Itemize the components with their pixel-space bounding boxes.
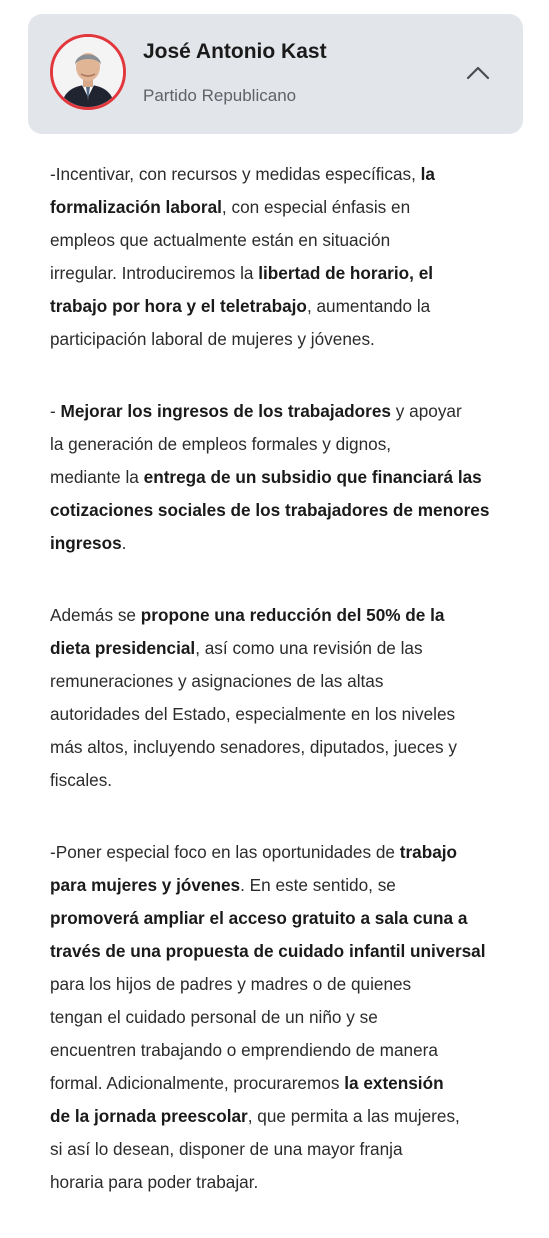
- candidate-party: Partido Republicano: [143, 86, 297, 105]
- bold-text: de la jornada preescolar: [50, 1106, 248, 1126]
- bold-text: trabajo por hora y el teletrabajo: [50, 296, 307, 316]
- candidate-name: José Antonio Kast: [143, 40, 327, 63]
- text-line: [50, 428, 520, 461]
- text-line: [50, 698, 520, 731]
- text-line: [50, 665, 520, 698]
- text: más altos, incluyendo senadores, diputados, jueces y: [50, 737, 458, 757]
- text-line: [50, 902, 520, 935]
- text-line: [50, 1034, 520, 1067]
- text-line: [50, 1001, 520, 1034]
- text-line: [50, 527, 520, 560]
- candidate-photo: [53, 37, 123, 107]
- text-line: [50, 599, 520, 632]
- text: -Incentivar, con recursos y medidas específicas,: [50, 164, 421, 184]
- text-line: [50, 764, 520, 797]
- bold-text: propone una reducción del 50% de la: [140, 605, 445, 625]
- text-line: [50, 257, 520, 290]
- text: y apoyar: [391, 401, 462, 421]
- bold-text: la extensión: [344, 1073, 444, 1093]
- text-line: [50, 323, 520, 356]
- bold-text: trabajo: [399, 842, 458, 862]
- text-line: [50, 968, 520, 1001]
- text: irregular. Introduciremos la: [50, 263, 259, 283]
- text-line: [50, 731, 520, 764]
- bold-text: promoverá ampliar el acceso gratuito a sala cuna a: [50, 908, 468, 928]
- proposal-paragraph: [50, 599, 520, 797]
- text: mediante la: [50, 467, 144, 487]
- text-line: [50, 935, 520, 968]
- text: , así como una revisión de las: [195, 638, 423, 658]
- text: encuentren trabajando o emprendiendo de manera: [50, 1040, 438, 1060]
- text: horaria para poder trabajar.: [50, 1172, 259, 1192]
- avatar: [50, 34, 126, 110]
- text-line: [50, 191, 520, 224]
- text: si así lo desean, disponer de una mayor franja: [50, 1139, 403, 1159]
- bold-text: ingresos: [50, 533, 122, 553]
- bold-text: Mejorar los ingresos de los trabajadores: [60, 401, 391, 421]
- text: , aumentando la: [306, 296, 431, 316]
- text: . En este sentido, se: [240, 875, 396, 895]
- text-line: [50, 869, 520, 902]
- text-line: [50, 1166, 520, 1199]
- proposal-paragraph: [50, 395, 520, 560]
- text: participación laboral de mujeres y jóvenes.: [50, 329, 375, 349]
- bold-text: dieta presidencial: [50, 638, 196, 658]
- text: remuneraciones y asignaciones de las altas: [50, 671, 384, 691]
- chevron-up-icon[interactable]: [465, 64, 491, 82]
- text: -Poner especial foco en las oportunidades de: [50, 842, 400, 862]
- text-line: [50, 395, 520, 428]
- text: formal. Adicionalmente, procuraremos: [50, 1073, 345, 1093]
- text-line: [50, 1100, 520, 1133]
- text-line: [50, 1067, 520, 1100]
- proposal-text: [50, 158, 520, 1238]
- text-line: [50, 632, 520, 665]
- bold-text: cotizaciones sociales de los trabajadores de menores: [50, 500, 490, 520]
- text-line: [50, 224, 520, 257]
- text: Además se: [50, 605, 141, 625]
- text: la generación de empleos formales y dignos,: [50, 434, 392, 454]
- bold-text: formalización laboral: [50, 197, 222, 217]
- text: -: [50, 401, 61, 421]
- bold-text: libertad de horario, el: [258, 263, 434, 283]
- text: , con especial énfasis en: [221, 197, 411, 217]
- text-line: [50, 1133, 520, 1166]
- text: , que permita a las mujeres,: [247, 1106, 460, 1126]
- text: empleos que actualmente están en situación: [50, 230, 391, 250]
- bold-text: para mujeres y jóvenes: [50, 875, 241, 895]
- bold-text: entrega de un subsidio que financiará las: [143, 467, 482, 487]
- text-line: [50, 836, 520, 869]
- text: autoridades del Estado, especialmente en los niveles: [50, 704, 456, 724]
- proposal-paragraph: [50, 836, 520, 1199]
- text-line: [50, 290, 520, 323]
- text: .: [121, 533, 127, 553]
- text-line: [50, 461, 520, 494]
- proposal-paragraph: [50, 158, 520, 356]
- text-line: [50, 158, 520, 191]
- text: para los hijos de padres y madres o de quienes: [50, 974, 412, 994]
- bold-text: través de una propuesta de cuidado infantil universal: [50, 941, 486, 961]
- candidate-card-header[interactable]: [28, 14, 523, 134]
- text: tengan el cuidado personal de un niño y se: [50, 1007, 378, 1027]
- text: fiscales.: [50, 770, 113, 790]
- bold-text: la: [420, 164, 435, 184]
- text-line: [50, 494, 520, 527]
